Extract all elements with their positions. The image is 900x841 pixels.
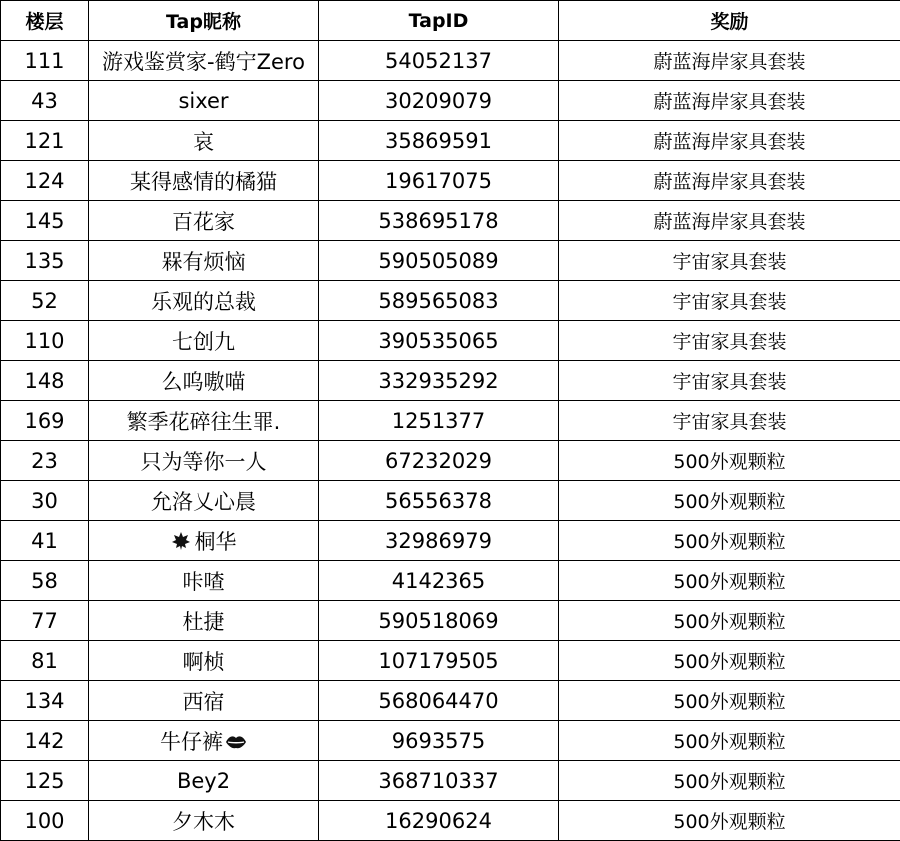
cell-nickname: [89, 521, 319, 561]
cell-tapid: 589565083: [319, 281, 559, 321]
cell-tapid: 67232029: [319, 441, 559, 481]
cell-reward: 宇宙家具套装: [559, 321, 900, 361]
cell-nickname: [89, 241, 319, 281]
nickname-text: 咔喳: [182, 569, 225, 594]
cell-floor: 30: [1, 481, 89, 521]
cell-reward: 宇宙家具套装: [559, 241, 900, 281]
header-floor: 楼层: [1, 1, 89, 41]
cell-reward: 500外观颗粒: [559, 761, 900, 801]
table-row: [1, 41, 900, 81]
cell-nickname: [89, 681, 319, 721]
nickname-text: 只为等你一人: [140, 449, 267, 474]
cell-tapid: 9693575: [319, 721, 559, 761]
cell-nickname: [89, 321, 319, 361]
nickname-text: 牛仔裤: [160, 729, 223, 754]
cell-floor: 111: [1, 41, 89, 81]
cell-floor: 41: [1, 521, 89, 561]
nickname-text: 夕木木: [172, 809, 235, 834]
cell-tapid: 590518069: [319, 601, 559, 641]
cell-nickname: [89, 721, 319, 761]
nickname-text: sixer: [178, 88, 229, 113]
cell-nickname: [89, 361, 319, 401]
cell-nickname: [89, 121, 319, 161]
cell-tapid: 538695178: [319, 201, 559, 241]
cell-reward: 500外观颗粒: [559, 721, 900, 761]
cell-tapid: 56556378: [319, 481, 559, 521]
cell-floor: 134: [1, 681, 89, 721]
cell-floor: 125: [1, 761, 89, 801]
nickname-text: Bey2: [176, 768, 231, 793]
cell-nickname: [89, 41, 319, 81]
table-body: [1, 41, 900, 841]
cell-floor: 148: [1, 361, 89, 401]
cell-reward: 500外观颗粒: [559, 521, 900, 561]
cell-floor: 23: [1, 441, 89, 481]
cell-tapid: 4142365: [319, 561, 559, 601]
cell-floor: 121: [1, 121, 89, 161]
cell-nickname: [89, 81, 319, 121]
cell-nickname: [89, 161, 319, 201]
cell-floor: 52: [1, 281, 89, 321]
cell-floor: 124: [1, 161, 89, 201]
table-row: [1, 241, 900, 281]
table-row: [1, 801, 900, 841]
cell-reward: 500外观颗粒: [559, 441, 900, 481]
cell-reward: 蔚蓝海岸家具套装: [559, 161, 900, 201]
cell-floor: 142: [1, 721, 89, 761]
nickname-text: 么呜嗷喵: [161, 369, 246, 394]
header-row: [1, 1, 900, 41]
table-row: [1, 481, 900, 521]
kiss-lips-icon: [225, 732, 247, 756]
cell-tapid: 54052137: [319, 41, 559, 81]
table-row: [1, 681, 900, 721]
cell-nickname: [89, 281, 319, 321]
cell-reward: 500外观颗粒: [559, 481, 900, 521]
table-row: [1, 441, 900, 481]
cell-floor: 169: [1, 401, 89, 441]
nickname-text: 乐观的总裁: [151, 289, 256, 314]
cell-tapid: 35869591: [319, 121, 559, 161]
cell-reward: 500外观颗粒: [559, 601, 900, 641]
table-row: [1, 201, 900, 241]
cell-nickname: [89, 641, 319, 681]
header-nickname: Tap昵称: [89, 1, 319, 41]
nickname-text: 西宿: [182, 689, 225, 714]
cell-floor: 58: [1, 561, 89, 601]
table-row: [1, 521, 900, 561]
table-row: [1, 401, 900, 441]
cell-tapid: 1251377: [319, 401, 559, 441]
nickname-text: 啊桢: [182, 649, 225, 674]
table-header: [1, 1, 900, 41]
cell-tapid: 332935292: [319, 361, 559, 401]
table-row: [1, 321, 900, 361]
cell-tapid: 32986979: [319, 521, 559, 561]
nickname-text: 繁季花碎往生罪.: [126, 409, 281, 434]
cell-nickname: [89, 201, 319, 241]
nickname-text: 槑有烦恼: [161, 249, 246, 274]
cell-floor: 81: [1, 641, 89, 681]
cell-tapid: 568064470: [319, 681, 559, 721]
nickname-text: 百花家: [172, 209, 235, 234]
table-row: [1, 721, 900, 761]
cell-reward: 蔚蓝海岸家具套装: [559, 121, 900, 161]
table-row: [1, 361, 900, 401]
cell-reward: 蔚蓝海岸家具套装: [559, 201, 900, 241]
cell-tapid: 390535065: [319, 321, 559, 361]
cell-reward: 宇宙家具套装: [559, 401, 900, 441]
cell-reward: 蔚蓝海岸家具套装: [559, 81, 900, 121]
cell-tapid: 590505089: [319, 241, 559, 281]
cell-tapid: 107179505: [319, 641, 559, 681]
maple-leaf-icon: [171, 531, 191, 556]
table-row: [1, 601, 900, 641]
cell-reward: 宇宙家具套装: [559, 281, 900, 321]
cell-nickname: [89, 401, 319, 441]
nickname-text: 七创九: [172, 329, 235, 354]
cell-floor: 145: [1, 201, 89, 241]
table-row: [1, 761, 900, 801]
header-tapid: TapID: [319, 1, 559, 41]
cell-floor: 110: [1, 321, 89, 361]
table-row: [1, 641, 900, 681]
cell-floor: 100: [1, 801, 89, 841]
cell-reward: 500外观颗粒: [559, 561, 900, 601]
table-row: [1, 281, 900, 321]
cell-floor: 77: [1, 601, 89, 641]
table-row: [1, 121, 900, 161]
cell-reward: 500外观颗粒: [559, 801, 900, 841]
nickname-text: 桐华: [194, 529, 237, 554]
cell-nickname: [89, 561, 319, 601]
cell-reward: 500外观颗粒: [559, 641, 900, 681]
nickname-text: 哀: [193, 129, 214, 154]
table-row: [1, 161, 900, 201]
cell-floor: 43: [1, 81, 89, 121]
cell-nickname: [89, 481, 319, 521]
cell-tapid: 368710337: [319, 761, 559, 801]
cell-tapid: 16290624: [319, 801, 559, 841]
cell-nickname: [89, 601, 319, 641]
cell-reward: 500外观颗粒: [559, 681, 900, 721]
table-row: [1, 561, 900, 601]
nickname-text: 杜捷: [182, 609, 225, 634]
table-row: [1, 81, 900, 121]
cell-tapid: 19617075: [319, 161, 559, 201]
nickname-text: 游戏鉴赏家-鹤宁Zero: [102, 49, 305, 74]
cell-nickname: [89, 441, 319, 481]
nickname-text: 某得感情的橘猫: [130, 169, 277, 194]
cell-nickname: [89, 801, 319, 841]
cell-reward: 蔚蓝海岸家具套装: [559, 41, 900, 81]
cell-floor: 135: [1, 241, 89, 281]
nickname-text: 允洛乂心晨: [151, 489, 256, 514]
cell-tapid: 30209079: [319, 81, 559, 121]
cell-reward: 宇宙家具套装: [559, 361, 900, 401]
header-reward: 奖励: [559, 1, 900, 41]
cell-nickname: [89, 761, 319, 801]
